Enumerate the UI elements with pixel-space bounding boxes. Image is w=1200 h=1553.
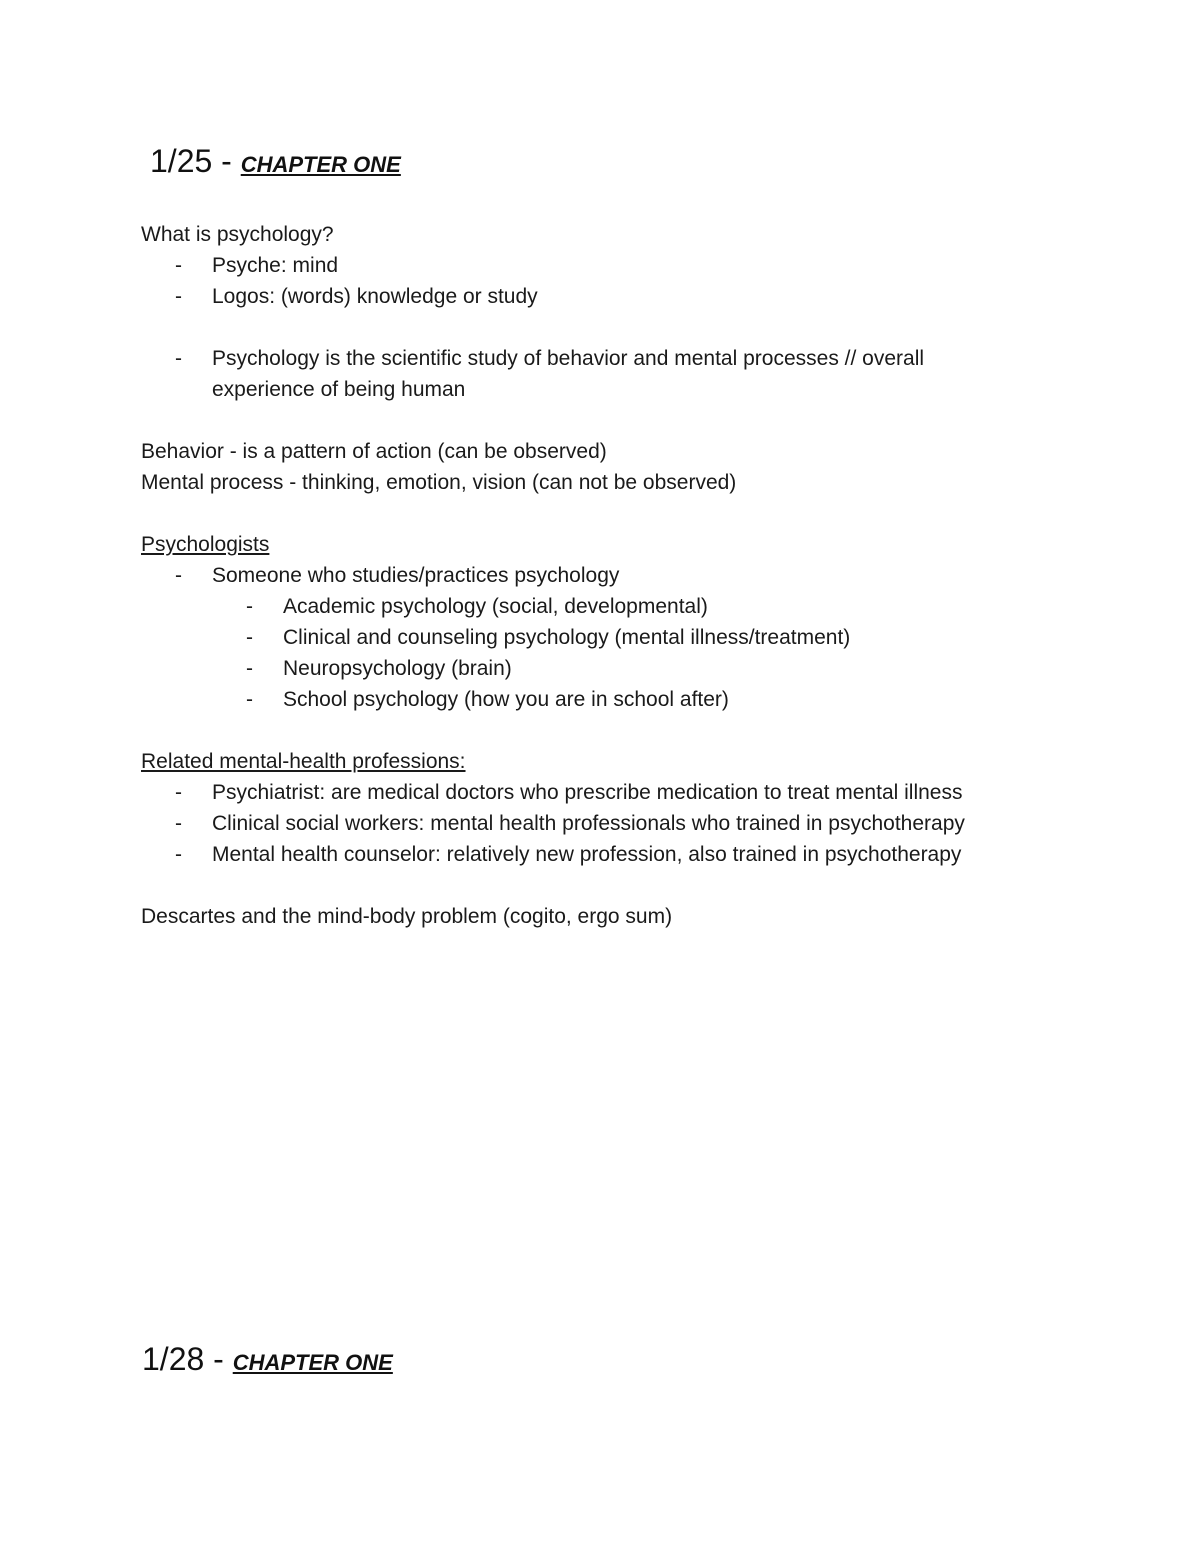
dash-marker: -: [175, 564, 182, 587]
dash-marker: -: [175, 781, 182, 804]
heading-chapter: CHAPTER ONE: [232, 1350, 393, 1375]
dash-marker: -: [246, 595, 253, 618]
definition-mental-process: Mental process - thinking, emotion, vision (can not be observed): [141, 471, 737, 494]
question-line: What is psychology?: [141, 223, 334, 246]
sub-list-item-text: Academic psychology (social, developmental): [283, 595, 708, 618]
list-item-continuation: experience of being human: [212, 378, 466, 401]
sub-list-item-text: Clinical and counseling psychology (mental illness/treatment): [283, 626, 851, 649]
dash-marker: -: [246, 688, 253, 711]
section-heading-1: [150, 142, 401, 184]
list-item-text: Someone who studies/practices psychology: [212, 564, 620, 587]
dash-marker: -: [175, 254, 182, 277]
list-item-text: Clinical social workers: mental health professionals who trained in psychotherapy: [212, 812, 965, 835]
heading-chapter: CHAPTER ONE: [240, 152, 401, 177]
list-item-text: Logos: (words) knowledge or study: [212, 285, 538, 308]
list-item-text: Psychiatrist: are medical doctors who prescribe medication to treat mental illness: [212, 781, 963, 804]
heading-date: 1/25 -: [150, 143, 241, 179]
sub-list-item-text: Neuropsychology (brain): [283, 657, 512, 680]
list-item-text: Psychology is the scientific study of behavior and mental processes // overall: [212, 347, 925, 370]
descartes-line: Descartes and the mind-body problem (cogito, ergo sum): [141, 905, 673, 928]
section-heading-2: [142, 1340, 393, 1382]
definition-behavior: Behavior - is a pattern of action (can be observed): [141, 440, 607, 463]
dash-marker: -: [246, 626, 253, 649]
list-item-text: Mental health counselor: relatively new profession, also trained in psychotherapy: [212, 843, 962, 866]
sub-list-item-text: School psychology (how you are in school after): [283, 688, 729, 711]
related-title: Related mental-health professions:: [141, 750, 466, 773]
dash-marker: -: [246, 657, 253, 680]
heading-date: 1/28 -: [142, 1341, 233, 1377]
dash-marker: -: [175, 812, 182, 835]
dash-marker: -: [175, 843, 182, 866]
psychologists-title: Psychologists: [141, 533, 270, 556]
dash-marker: -: [175, 285, 182, 308]
list-item-text: Psyche: mind: [212, 254, 339, 277]
dash-marker: -: [175, 347, 182, 370]
